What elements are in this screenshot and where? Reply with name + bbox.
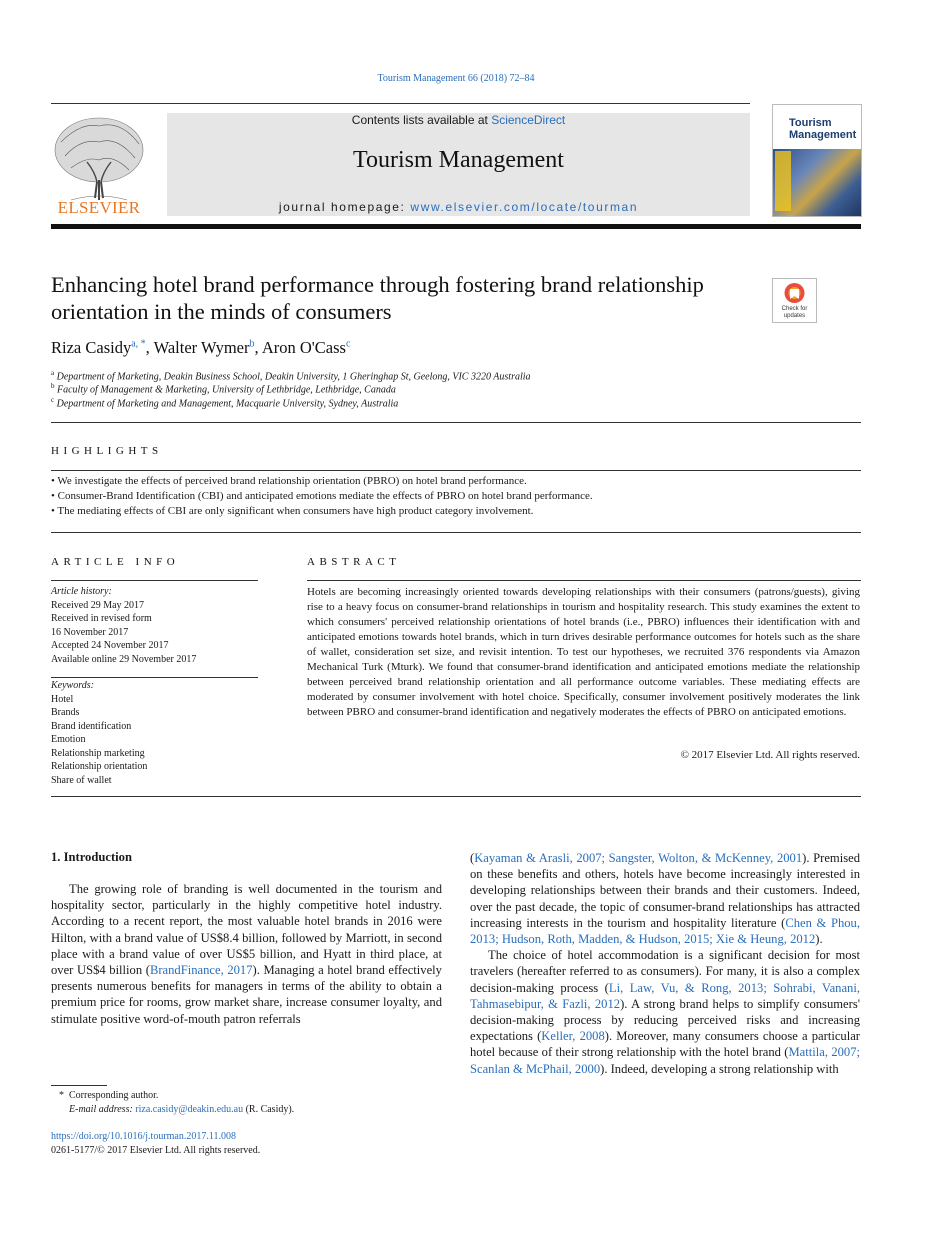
abstract-heading: ABSTRACT (307, 556, 401, 568)
section-rule (51, 470, 861, 471)
issn-copyright: 0261-5177/© 2017 Elsevier Ltd. All rights reserved. (51, 1145, 261, 1156)
check-for-updates-badge[interactable] (772, 278, 817, 323)
affiliation: $^b$ Faculty of Management & Marketing, University of Lethbridge, Lethbridge, Canada (51, 382, 396, 396)
body-column-right (470, 850, 860, 1077)
elsevier-wordmark: ELSEVIER (57, 198, 141, 217)
keywords-label: Keywords: (51, 680, 94, 691)
keyword: Share of wallet (51, 774, 112, 786)
journal-citation[interactable]: Tourism Management 66 (2018) 72–84 (377, 73, 535, 84)
email-label: E-mail address: (69, 1103, 136, 1115)
doi-link[interactable]: https://doi.org/10.1016/j.tourman.2017.11.008 (51, 1131, 236, 1142)
author-affil-marker[interactable]: b (249, 338, 255, 350)
section-rule (51, 580, 258, 581)
section-rule (51, 796, 861, 797)
citation-link[interactable]: Li, Law, Vu, & Rong, 2013; Sohrabi, Vanani, Tahmasebipur, & Fazli, 2012 (470, 980, 861, 1011)
highlight-item: • We investigate the effects of perceived brand relationship orientation (PBRO) on hotel brand performance. (51, 475, 527, 487)
abstract-text: Hotels are becoming increasingly oriented towards developing relationships with their consumers (patrons/guests), giving rise to a heavy focus on consumer-brand relationships in tourism and hospitality research. This study examines the extent to which consumers' perceived relationship orientations of hotel brands (i.e., PBRO) influences their identification with and anticipated emotions towards hotel brands, which in turn drives desirable performance outcomes for hotels such as the share of wallet, consideration set size, and revisit intention. To test our hypotheses, we recruited 376 respondents via Amazon Mechanical Turk (Mturk). We found that consumer-brand identification and anticipated emotions mediate the relationship between perceived brand relationship orientation and all performance outcome variables. These mediating effects are moderated by consumer involvement with hotel choice. Specifically, consumer involvement positively moderates the link between PBRO and consumer-brand identification and negatively moderates the effects of PBRO on anticipated emotions. (307, 586, 860, 718)
history-line: Received 29 May 2017 (51, 599, 145, 611)
section-rule (307, 580, 861, 581)
paragraph: The choice of hotel accommodation is a significant decision for most travelers (hereafter referred to as consumers). For many, it is also a complex decision-making process (Li, Law, Vu, & Rong, 2013; Sohrabi, Vanani, Tahmasebipur, & Fazli, 2012). A strong brand helps to simplify consumers' decision-making process by reducing perceived risks and increasing expectations (Keller, 2008). Moreover, many consumers choose a particular hotel because of their strong relationship with the hotel brand (Mattila, 2007; Scanlan & McPhail, 2000). Indeed, developing a strong relationship with (470, 948, 861, 1076)
keyword: Brands (51, 707, 80, 718)
citation-link[interactable]: Keller, 2008 (541, 1029, 605, 1044)
affiliation: $^c$ Department of Marketing and Management, Macquarie University, Sydney, Australia (51, 396, 399, 410)
keyword: Hotel (51, 693, 74, 705)
article-info-heading: ARTICLE INFO (51, 556, 180, 568)
history-line: Received in revised form (51, 613, 152, 624)
footnote-label: Corresponding author. (69, 1090, 159, 1101)
citation-link[interactable]: Kayaman & Arasli, 2007; Sangster, Wolton, & McKenney, 2001 (474, 851, 803, 865)
author-name[interactable]: Aron O'Cass (261, 338, 346, 357)
contents-line (167, 113, 750, 127)
header-top-rule (51, 103, 750, 104)
history-line: 16 November 2017 (51, 626, 129, 638)
citation-link[interactable]: Mattila, 2007; Scanlan & McPhail, 2000 (470, 1045, 861, 1076)
section-rule (51, 422, 861, 423)
abstract-copyright: © 2017 Elsevier Ltd. All rights reserved. (680, 749, 860, 761)
check-updates-label: Check for updates (781, 306, 808, 319)
highlight-item: • The mediating effects of CBI are only significant when consumers have high product category involvement. (51, 505, 534, 517)
author-affil-marker[interactable]: a, * (131, 338, 146, 350)
contents-prefix: Contents lists available at (351, 113, 492, 127)
section-rule (51, 532, 861, 533)
affiliation: $^a$ Department of Marketing, Deakin Business School, Deakin University, 1 Gheringhap St, Geelong, VIC 3220 Australia (51, 369, 531, 383)
email-suffix: (R. Casidy). (243, 1103, 295, 1115)
homepage-prefix: journal homepage: (278, 200, 411, 214)
cover-title: Tourism Management (789, 117, 857, 141)
history-line: Accepted 24 November 2017 (51, 640, 169, 651)
keyword: Relationship marketing (51, 747, 145, 759)
highlight-item: • Consumer-Brand Identification (CBI) and anticipated emotions mediate the effects of PBRO on hotel brand performance. (51, 490, 593, 502)
body-column-left: The growing role of branding is well documented in the tourism and hospitality sector, particularly in the highly competitive hotel industry. According to a recent report, the most valuable hotel brands in 2016 were Hilton, with a brand value of US$8.4 billion, followed by Marriott, in second place with a brand value of over US$5 billion, and Hyatt in third place, at over US$4 billion (BrandFinance, 2017). Managing a hotel brand effectively presents numerous benefits for managers in terms of the ability to obtain a premium price for rooms, grow market share, increase consumer loyalty, and stimulate positive word-of-mouth patron referrals (51, 882, 442, 1026)
author-name[interactable]: Walter Wymer (153, 338, 250, 357)
sciencedirect-link[interactable]: ScienceDirect (491, 113, 566, 127)
footnote-rule (51, 1085, 107, 1086)
section-rule (51, 677, 258, 678)
homepage-line (167, 200, 750, 214)
footnote (51, 1089, 294, 1116)
journal-cover-thumbnail[interactable] (772, 104, 862, 217)
journal-title: Tourism Management (353, 147, 564, 173)
section-heading-introduction: 1. Introduction (51, 850, 132, 864)
homepage-link[interactable]: www.elsevier.com/locate/tourman (410, 200, 639, 214)
article-title: Enhancing hotel brand performance through fostering brand relationship orientation in the minds of consumers (51, 272, 704, 324)
history-line: Available online 29 November 2017 (51, 653, 197, 665)
keyword: Brand identification (51, 720, 132, 732)
bookmark-icon (773, 281, 816, 307)
article-info (51, 585, 258, 787)
citation-link[interactable]: BrandFinance, 2017 (149, 963, 253, 978)
footnote-marker: * (59, 1090, 64, 1101)
email-link[interactable]: riza.casidy@deakin.edu.au (135, 1103, 244, 1115)
paragraph: (Kayaman & Arasli, 2007; Sangster, Wolton, & McKenney, 2001). Premised on these benefits and others, hotels have become increasingly interested in developing relationships between their brands and their customers. Indeed, over the past decade, the topic of consumer-brand relationships has attracted increasing interests in the tourism and hospitality literature (Chen & Phou, 2013; Hudson, Roth, Madden, & Hudson, 2015; Xie & Heung, 2012). (470, 851, 860, 947)
citation-link[interactable]: Chen & Phou, 2013; Hudson, Roth, Madden, & Hudson, 2015; Xie & Heung, 2012 (470, 915, 860, 947)
keyword: Emotion (51, 734, 86, 745)
keyword: Relationship orientation (51, 761, 148, 772)
header-thick-rule (51, 224, 861, 229)
author-name[interactable]: Riza Casidy (51, 338, 132, 357)
history-label: Article history: (51, 586, 112, 597)
author-affil-marker[interactable]: c (345, 338, 351, 350)
author-list: Riza Casidy$^{a, *}$, Walter Wymer$^b$, Aron O'Cass$^c$ (51, 338, 351, 357)
highlights-heading: HIGHLIGHTS (51, 445, 163, 457)
